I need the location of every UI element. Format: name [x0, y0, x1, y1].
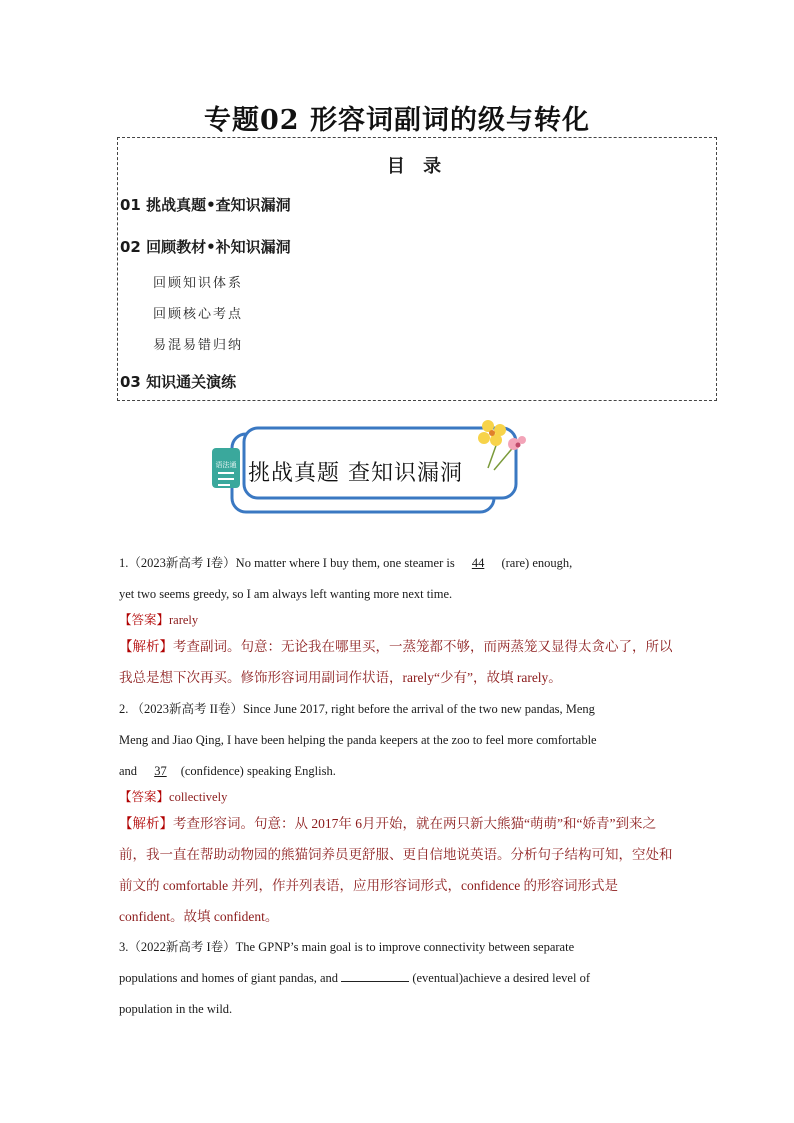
table-of-contents	[117, 137, 717, 401]
toc-subitem[interactable]: 易混易错归纳	[153, 338, 244, 353]
toc-item-02[interactable]: 02 回顾教材•补知识漏洞	[120, 238, 291, 256]
answer-1: 【答案】rarely	[119, 613, 199, 627]
toc-item-03[interactable]: 03 知识通关演练	[120, 373, 237, 391]
banner-text: 挑战真题 查知识漏洞	[248, 461, 463, 486]
page-title: 专题02 形容词副词的级与转化	[204, 105, 590, 136]
question-1: 1.（2023新高考 I卷）No matter where I buy them, one steamer is 44 (rare) enough, yet two seems greedy, so I am always left wanting more next time.	[119, 556, 573, 601]
section-banner	[212, 418, 532, 518]
toc-subitem[interactable]: 回顾知识体系	[153, 276, 244, 291]
toc-item-01[interactable]: 01 挑战真题•查知识漏洞	[120, 196, 291, 214]
toc-heading: 目 录	[386, 156, 448, 177]
answer-blank[interactable]	[341, 969, 409, 982]
question-3: 3.（2022新高考 I卷）The GPNP’s main goal is to improve connectivity between separate populations and homes of giant pandas, and (eventual)achieve a desired level of population in the wild.	[119, 940, 590, 1016]
answer-blank[interactable]: 44	[471, 556, 485, 570]
toc-subitem[interactable]: 回顾核心考点	[153, 307, 244, 322]
answer-2: 【答案】collectively	[119, 790, 228, 804]
banner-badge: 语法通	[215, 461, 237, 469]
answer-blank[interactable]: 37	[154, 764, 167, 778]
question-2: 2. （2023新高考 II卷）Since June 2017, right before the arrival of the two new pandas, Meng Meng and Jiao Qing, I have been helping the panda keepers at the zoo to feel more comfortable and 37 (confidence) speaking English.	[119, 702, 597, 778]
explanation-1: 【解析】考查副词。句意：无论我在哪里买，一蒸笼都不够，而两蒸笼又显得太贪心了，所以我总是想下次再买。修饰形容词用副词作状语，rarely“少有”，故填 rarely。	[119, 639, 673, 685]
explanation-2: 【解析】考查形容词。句意：从 2017年 6月开始，就在两只新大熊猫“萌萌”和“娇青”到来之前，我一直在帮助动物园的熊猫饲养员更舒服、更自信地说英语。分析句子结构可知，空处和前文的 comfortable 并列，作并列表语，应用形容词形式，confidence 的形容词形式是 confident。故填 confident。	[119, 816, 673, 924]
